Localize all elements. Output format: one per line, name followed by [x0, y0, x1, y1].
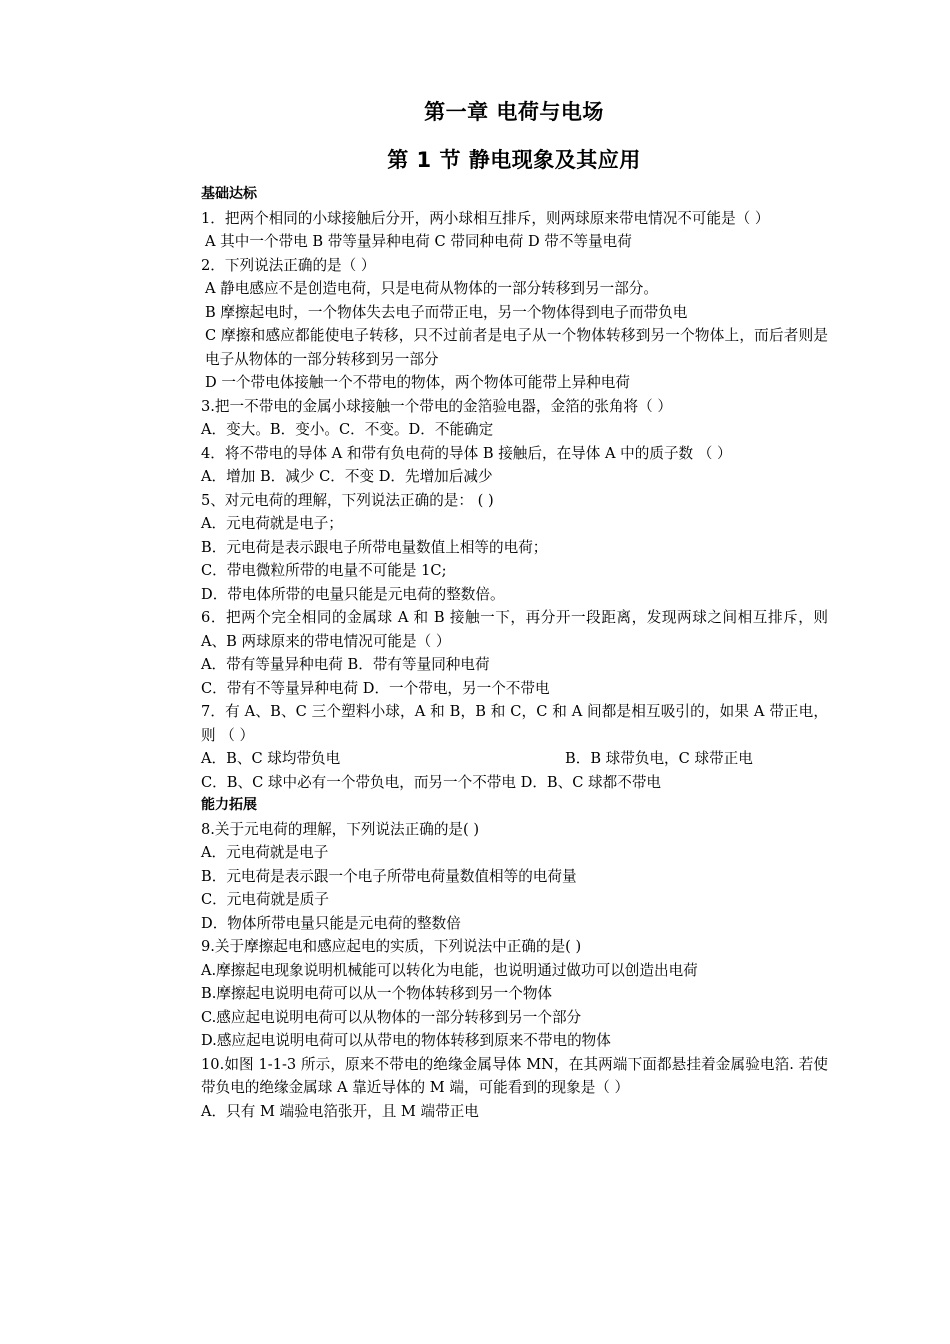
question-10-option-a: A．只有 M 端验电箔张开，且 M 端带正电	[201, 1102, 479, 1120]
question-5-option-d: D．带电体所带的电量只能是元电荷的整数倍。	[201, 585, 505, 603]
question-6-options-ab: A．带有等量异种电荷 B．带有等量同种电荷	[201, 656, 490, 673]
document-body	[201, 183, 828, 1123]
question-6: 6．把两个完全相同的金属球 A 和 B 接触一下，再分开一段距离，发现两球之间相互排斥，则 A、B 两球原来的带电情况可能是（ ）	[201, 609, 828, 650]
question-7-options-cd: C．B、C 球中必有一个带负电，而另一个不带电 D．B、C 球都不带电	[201, 773, 662, 791]
question-4-options: A．增加 B．减少 C．不变 D．先增加后减少	[201, 468, 493, 485]
question-1-options: A 其中一个带电 B 带等量异种电荷 C 带同种电荷 D 带不等量电荷	[205, 233, 632, 250]
question-8-option-d: D．物体所带电量只能是元电荷的整数倍	[201, 914, 461, 932]
chapter-title: 第一章 电荷与电场	[424, 100, 604, 124]
question-3-options: A．变大。B．变小。C．不变。D．不能确定	[201, 421, 494, 438]
question-9-option-d: D.感应起电说明电荷可以从带电的物体转移到原来不带电的物体	[201, 1032, 611, 1049]
question-8: 8.关于元电荷的理解，下列说法正确的是( )	[201, 820, 480, 838]
question-7-option-a: A．B、C 球均带负电	[201, 750, 341, 767]
question-7-options-ab	[201, 747, 828, 771]
question-5-option-a: A．元电荷就是电子；	[201, 515, 343, 532]
question-10: 10.如图 1-1-3 所示，原来不带电的绝缘金属导体 MN，在其两端下面都悬挂着金属验电箔. 若使带负电的绝缘金属球 A 靠近导体的 M 端，可能看到的现象是（ ）	[201, 1055, 828, 1096]
question-5-option-c: C．带电微粒所带的电量不可能是 1C;	[201, 562, 447, 579]
question-8-option-b: B．元电荷是表示跟一个电子所带电荷量数值相等的电荷量	[201, 867, 577, 885]
question-9-option-a: A.摩擦起电现象说明机械能可以转化为电能，也说明通过做功可以创造出电荷	[201, 961, 698, 979]
section-title: 第 1 节 静电现象及其应用	[387, 148, 641, 172]
basic-heading: 基础达标	[201, 186, 257, 202]
question-2-option-c: C 摩擦和感应都能使电子转移，只不过前者是电子从一个物体转移到另一个物体上，而后者则是电子从物体的一部分转移到另一部分	[205, 327, 828, 368]
question-8-option-c: C．元电荷就是质子	[201, 891, 329, 908]
question-2: 2．下列说法正确的是（ ）	[201, 256, 376, 274]
question-7-option-b: B．B 球带负电，C 球带正电	[565, 750, 753, 767]
question-2-option-b: B 摩擦起电时，一个物体失去电子而带正电，另一个物体得到电子而带负电	[205, 303, 688, 321]
question-9-option-c: C.感应起电说明电荷可以从物体的一部分转移到另一个部分	[201, 1008, 582, 1026]
question-2-option-d: D 一个带电体接触一个不带电的物体，两个物体可能带上异种电荷	[205, 374, 630, 391]
question-5: 5、对元电荷的理解，下列说法正确的是： ( )	[201, 491, 494, 509]
question-4: 4．将不带电的导体 A 和带有负电荷的导体 B 接触后，在导体 A 中的质子数 （ ）	[201, 444, 732, 462]
question-9: 9.关于摩擦起电和感应起电的实质，下列说法中正确的是( )	[201, 938, 582, 955]
question-8-option-a: A．元电荷就是电子	[201, 844, 329, 861]
advanced-heading: 能力拓展	[201, 797, 257, 813]
question-2-option-a: A 静电感应不是创造电荷，只是电荷从物体的一部分转移到另一部分。	[205, 280, 658, 297]
question-6-options-cd: C．带有不等量异种电荷 D．一个带电，另一个不带电	[201, 679, 550, 697]
question-9-option-b: B.摩擦起电说明电荷可以从一个物体转移到另一个物体	[201, 985, 553, 1002]
question-3: 3.把一不带电的金属小球接触一个带电的金箔验电器，金箔的张角将（ ）	[201, 397, 672, 415]
question-5-option-b: B．元电荷是表示跟电子所带电量数值上相等的电荷；	[201, 538, 548, 556]
question-7: 7．有 A、B、C 三个塑料小球，A 和 B，B 和 C，C 和 A 间都是相互吸引的，如果 A 带正电，则 （ ）	[201, 703, 828, 744]
question-1: 1．把两个相同的小球接触后分开，两小球相互排斥，则两球原来带电情况不可能是（ ）	[201, 209, 770, 227]
